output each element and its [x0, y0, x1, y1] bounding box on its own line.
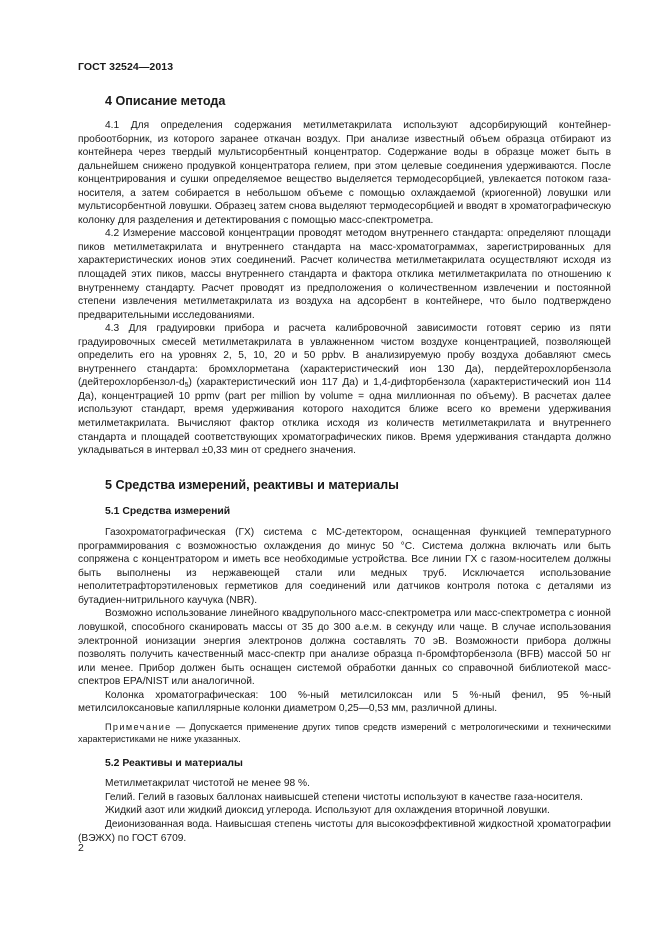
section-4-1-paragraph: 4.1 Для определения содержания метилметакрилата используют адсорбирующий контейнер-пробоотборник, из которого заранее откачан воздух. При анализе известный объем образца отбирают из контейнера через твердый мультисорбентный концентратор. Содержание воды в образце может быть в дальнейшем снижено продувкой концентратора гелием, при этом целевые соединения удерживаются. После концентрирования и сушки определяемое вещество выделяется термодесорбцией, увлекается потоком газа-носителя, а затем собирается в небольшом объеме с помощью охлаждаемой (криогенной) ловушки или мультисорбентной ловушки. Образец затем снова выделяют термодесорбцией и вводят в хроматографическую колонку для разделения и детектирования с помощью масс-спектрометра.	[78, 120, 611, 226]
note-text: — Допускается применение других типов средств измерений с метрологическими и техническими характеристиками не ниже указанных.	[78, 721, 611, 744]
section-4-2-paragraph: 4.2 Измерение массовой концентрации проводят методом внутреннего стандарта: определяют площади пиков метилметакрилата и внутреннего стандарта на масс-хроматограммах, зарегистрированных для характеристических ионов этих соединений. Расчет количества метилметакрилата осуществляют исходя из площадей этих пиков, массы внутреннего стандарта и фактора отклика метилметакрилата по отношению к внутреннему стандарту. Расчет проводят из предположения о количественном извлечении и постоянной степени извлечения метилметакрилата из воздуха на адсорбент в контейнере, что было подтверждено предварительными исследованиями.	[78, 228, 611, 321]
section-5-2-paragraph-1: Метилметакрилат чистотой не менее 98 %.	[105, 778, 310, 790]
section-5-2-title: 5.2 Реактивы и материалы	[105, 757, 243, 769]
section-4-title: 4 Описание метода	[105, 94, 226, 108]
section-5-2-paragraph-2: Гелий. Гелий в газовых баллонах наивысшей степени чистоты используют в качестве газа-носителя.	[105, 791, 583, 803]
section-5-2-paragraph-3: Жидкий азот или жидкий диоксид углерода. Используют для охлаждения вторичной ловушки.	[105, 805, 550, 817]
section-4-3-text-a: 4.3 Для градуировки прибора и расчета калибровочной зависимости готовят серию из пяти градуировочных смесей метилметакрилата в увлажненном чистом воздухе концентрацией, позволяющей определить его на уровнях 2, 5, 10, 20 и 50 ppbv. В анализируемую пробу воздуха добавляют смесь внутреннего стандарта: бромхлорметана (характеристический ион 130 Да), пердейтерохлорбензола (дейтерохлорбензол-d	[78, 323, 611, 389]
section-5-1-paragraph-3: Колонка хроматографическая: 100 %-ный метилсилоксан или 5 %-ный фенил, 95 %-ный метилсилоксановые капиллярные колонки диаметром 0,25—0,53 мм, различной длины.	[78, 689, 611, 715]
section-5-1-title: 5.1 Средства измерений	[105, 505, 231, 517]
section-5-2-paragraph-4: Деионизованная вода. Наивысшая степень чистоты для высокоэффективной жидкостной хроматографии (ВЭЖХ) по ГОСТ 6709.	[78, 818, 611, 844]
section-4-3-text-b: ) (характеристический ион 117 Да) и 1,4-дифторбензола (характеристический ион 114 Да), концентрацией 10 ppmv (part per million by volume = одна миллионная по объему). В расчетах далее используют стандарт, время удерживания которого находится ближе всего ко времени удерживания метилметакрилата. Вычисляют фактор отклика исходя из количеств метилметакрилата и внутреннего стандарта и площадей соответствующих хроматографических пиков. Время удерживания стандарта должно укладываться в интервал ±0,33 мин от среднего значения.	[78, 377, 611, 457]
section-4-3-paragraph	[78, 322, 611, 457]
section-5-1-paragraph-1: Газохроматографическая (ГХ) система с МС-детектором, оснащенная функцией температурного программирования с возможностью охлаждения до минус 50 °С. Система должна включать или быть сопряжена с концентратором и иметь все необходимые устройства. Все линии ГХ с газом-носителем должны быть выполнены из нержавеющей стали или медных труб. Исключается использование неполитетрафторэтиленовых герметиков для соединений или датчиков контроля потока с деталями из бутадиен-нитрильного каучука (NBR).	[78, 527, 611, 606]
page-content	[78, 90, 611, 845]
page-number: 2	[78, 842, 84, 854]
section-5-1-paragraph-2: Возможно использование линейного квадрупольного масс-спектрометра или масс-спектрометра с ионной ловушкой, способного сканировать массы от 35 до 300 а.е.м. в секунду или чаще. В случае использования электронной ионизации энергия электронов должна составлять 70 эВ. Возможности прибора должны позволять получить качественный масс-спектр при анализе образца п-бромфторбензола (BFB) массой 50 нг или менее. Прибор должен быть оснащен системой обработки данных со справочной библиотекой масс-спектров EPA/NIST или аналогичной.	[78, 608, 611, 688]
section-5-1-note	[78, 721, 611, 745]
section-5-title: 5 Средства измерений, реактивы и материалы	[105, 477, 399, 492]
note-label: Примечание	[105, 721, 172, 732]
standard-header: ГОСТ 32524—2013	[78, 61, 174, 73]
deuterium-subscript: 5	[184, 382, 189, 390]
